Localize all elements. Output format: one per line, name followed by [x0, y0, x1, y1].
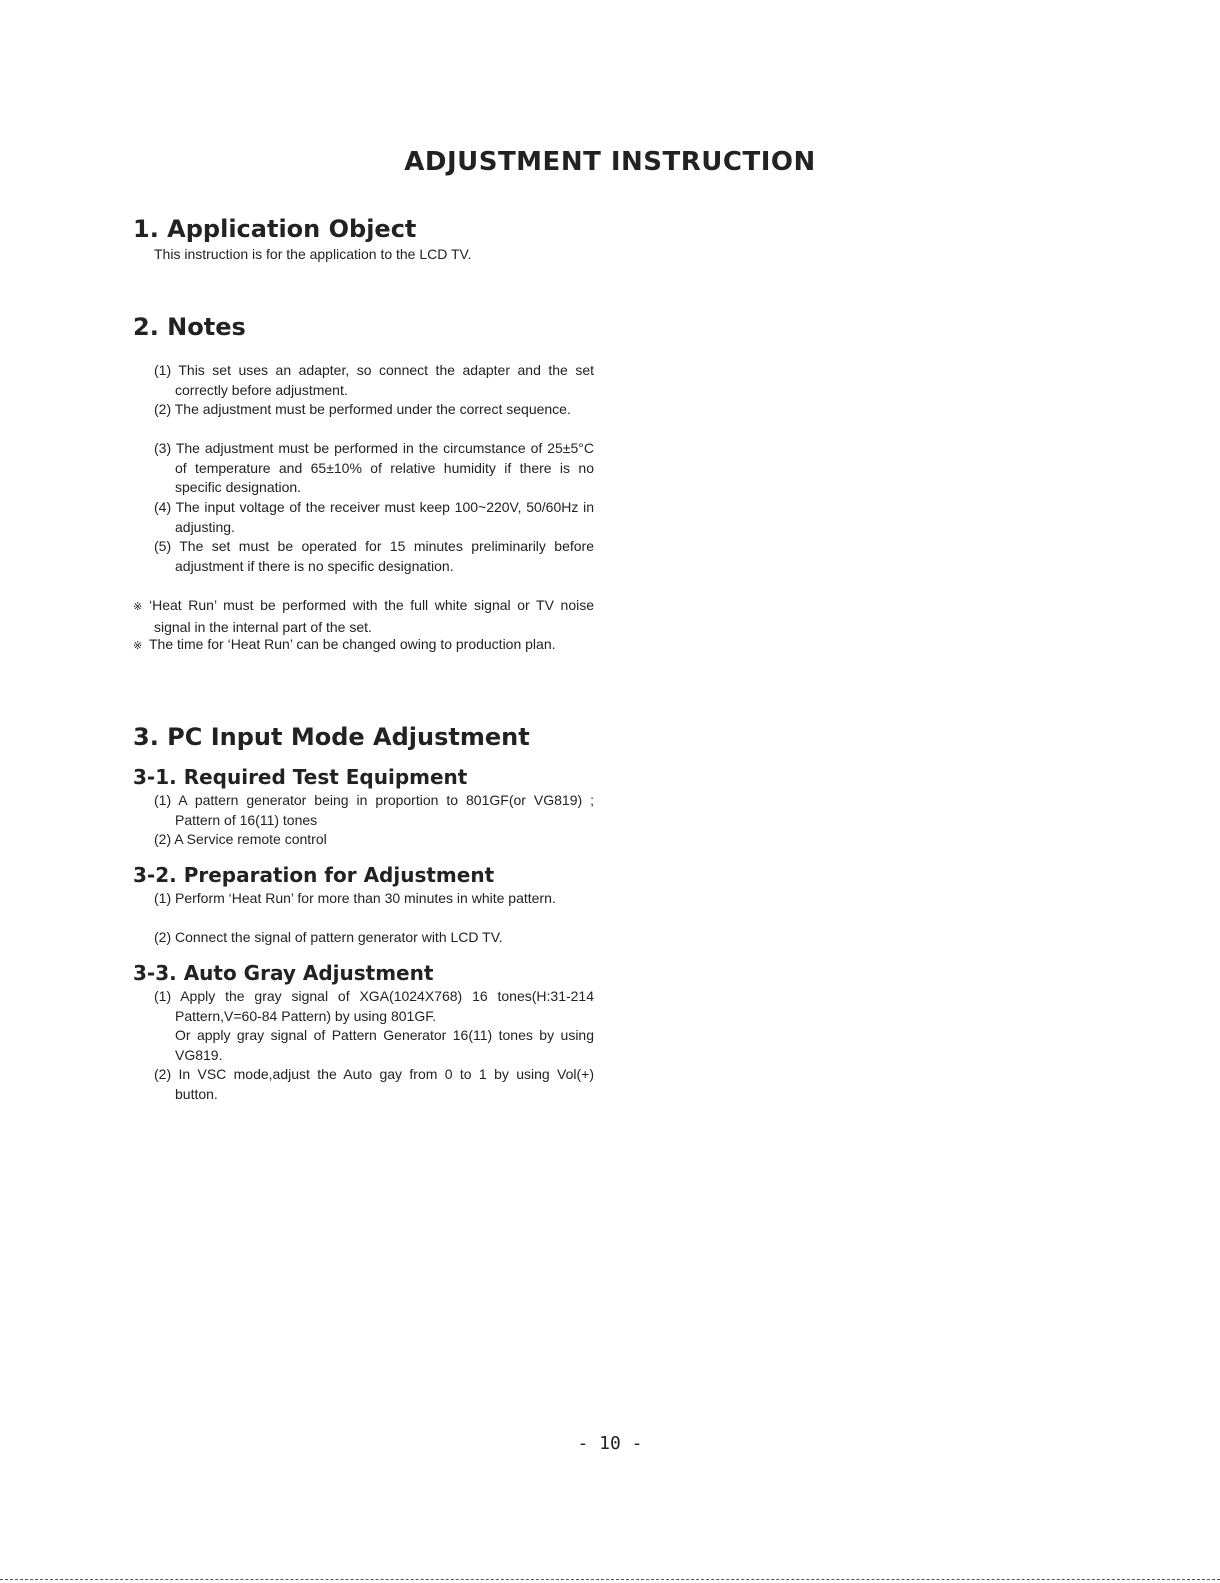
reference-mark-icon: ※: [133, 640, 143, 652]
notes-remark-heat-run-time: [133, 635, 594, 657]
remark-text: ‘Heat Run’ must be performed with the full white signal or TV noise signal in the internal part of the set.: [149, 597, 594, 635]
page-bottom-divider: [0, 1579, 1220, 1580]
notes-remark-heat-run: [133, 596, 594, 637]
preparation-item-1: (1) Perform ‘Heat Run’ for more than 30 minutes in white pattern.: [154, 890, 556, 906]
reference-mark-icon: ※: [133, 601, 143, 613]
page-title: ADJUSTMENT INSTRUCTION: [404, 147, 816, 177]
subsection-heading-required-equipment: 3-1. Required Test Equipment: [133, 765, 468, 789]
remark-text: The time for ‘Heat Run’ can be changed owing to production plan.: [149, 636, 556, 652]
notes-item-5: (5) The set must be operated for 15 minutes preliminarily before adjustment if there is no specific designation.: [154, 538, 594, 574]
notes-item-3: (3) The adjustment must be performed in the circumstance of 25±5°C of temperature and 65±10% of relative humidity if there is no specific designation.: [154, 440, 594, 496]
subsection-heading-preparation: 3-2. Preparation for Adjustment: [133, 863, 495, 887]
notes-item-4: (4) The input voltage of the receiver must keep 100~220V, 50/60Hz in adjusting.: [154, 499, 594, 535]
preparation-item-2: (2) Connect the signal of pattern generator with LCD TV.: [154, 929, 503, 945]
auto-gray-item-1-continuation: Or apply gray signal of Pattern Generator 16(11) tones by using VG819.: [175, 1027, 594, 1063]
auto-gray-item-1: (1) Apply the gray signal of XGA(1024X768) 16 tones(H:31-214 Pattern,V=60-84 Pattern) by using 801GF.: [154, 988, 594, 1024]
notes-item-1: (1) This set uses an adapter, so connect the adapter and the set correctly before adjustment.: [154, 362, 594, 398]
section-heading-pc-input-mode: 3. PC Input Mode Adjustment: [133, 723, 530, 751]
page-number: - 10 -: [577, 1433, 643, 1454]
equipment-item-1: (1) A pattern generator being in proportion to 801GF(or VG819) ; Pattern of 16(11) tones: [154, 792, 594, 828]
auto-gray-item-2: (2) In VSC mode,adjust the Auto gay from 0 to 1 by using Vol(+) button.: [154, 1066, 594, 1102]
section-heading-application-object: 1. Application Object: [133, 215, 417, 243]
notes-item-2: (2) The adjustment must be performed under the correct sequence.: [154, 401, 571, 417]
section-heading-notes: 2. Notes: [133, 313, 246, 341]
equipment-item-2: (2) A Service remote control: [154, 831, 327, 847]
subsection-heading-auto-gray: 3-3. Auto Gray Adjustment: [133, 961, 434, 985]
application-object-text: This instruction is for the application to the LCD TV.: [154, 246, 472, 262]
